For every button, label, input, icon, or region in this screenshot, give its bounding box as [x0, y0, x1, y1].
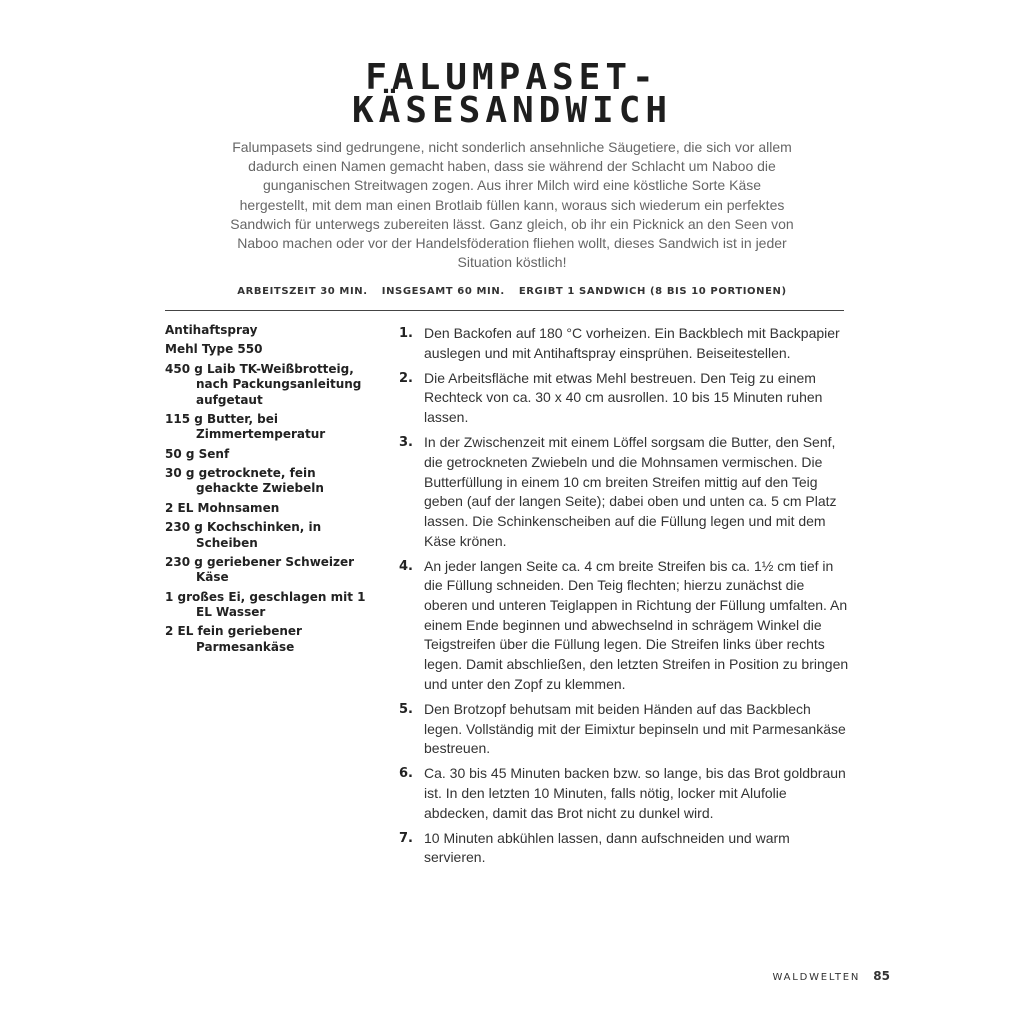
step-number: 6.	[399, 766, 413, 782]
total-time: INSGESAMT 60 MIN.	[381, 286, 505, 297]
step-text: Ca. 30 bis 45 Minuten backen bzw. so lange, bis das Brot goldbraun ist. In den letzten 10 Minuten, falls nötig, locker mit Alufolie abdecken, damit das Brot nicht zu dunkel wird.	[424, 765, 846, 821]
recipe-yield: ERGIBT 1 SANDWICH (8 BIS 10 PORTIONEN)	[518, 286, 787, 297]
step-text: 10 Minuten abkühlen lassen, dann aufschneiden und warm servieren.	[424, 829, 790, 866]
step-number: 3.	[399, 435, 413, 451]
recipe-title-line-2: KÄSESANDWICH	[351, 90, 673, 131]
ingredient-item: Mehl Type 550	[165, 342, 263, 357]
instruction-step	[399, 557, 849, 695]
page-number: 85	[873, 969, 890, 983]
step-text: An jeder langen Seite ca. 4 cm breite Streifen bis ca. 1½ cm tief in die Füllung schneiden. Den Teig flechten; hierzu zunächst die oberen und unteren Teiglappen in Richtung der Füllung umfalten. An einem Ende beginnen und abwechselnd in schrägem Winkel die Teigstreifen über die Füllung legen. Die Streifen links über rechts legen. Damit abschließen, den letzten Streifen in Position zu bringen und unter den Zopf zu klemmen.	[424, 557, 849, 692]
step-number: 2.	[399, 370, 413, 386]
ingredient-item: 2 EL Mohnsamen	[165, 500, 280, 515]
step-text: In der Zwischenzeit mit einem Löffel sorgsam die Butter, den Senf, die getrockneten Zwiebeln und die Mohnsamen vermischen. Die Butterfüllung in einem 10 cm breiten Streifen mittig auf den Teig geben (auf der langen Seite); dabei oben und unten ca. 5 cm Platz lassen. Die Schinkenscheiben auf die Füllung legen und mit dem Käse krönen.	[424, 434, 837, 549]
step-number: 5.	[399, 701, 413, 717]
recipe-intro: Falumpasets sind gedrungene, nicht sonderlich ansehnliche Säugetiere, die sich vor allem dadurch einen Namen gemacht haben, dass sie während der Schlacht um Naboo die gunganischen Streitwagen zogen. Aus ihrer Milch wird eine köstliche Sorte Käse hergestellt, mit dem man einen Brotlaib füllen kann, woraus sich wiederum ein perfektes Sandwich für unterwegs zubereiten lässt. Ganz gleich, ob ihr ein Picknick an den Seen von Naboo machen oder vor der Handelsföderation fliehen wollt, dieses Sandwich ist in jeder Situation köstlich!	[230, 139, 794, 271]
ingredient-item: 30 g getrocknete, fein gehackte Zwiebeln	[165, 465, 324, 496]
instruction-step	[399, 829, 849, 868]
step-text: Den Backofen auf 180 °C vorheizen. Ein Backblech mit Backpapier auslegen und mit Antihaftspray einsprühen. Beiseitestellen.	[424, 325, 840, 361]
ingredient-item: 115 g Butter, bei Zimmertemperatur	[165, 411, 326, 442]
step-text: Den Brotzopf behutsam mit beiden Händen auf das Backblech legen. Vollständig mit der Eimixtur bepinseln und mit Parmesankäse bestreuen.	[424, 700, 846, 757]
step-number: 1.	[399, 326, 413, 341]
instruction-step	[399, 433, 849, 551]
instruction-step	[399, 764, 849, 823]
ingredient-item: 50 g Senf	[165, 446, 230, 461]
ingredient-item: 230 g geriebener Schweizer Käse	[165, 554, 355, 585]
ingredient-item: 230 g Kochschinken, in Scheiben	[165, 520, 322, 550]
ingredient-item: 1 großes Ei, geschlagen mit 1 EL Wasser	[165, 589, 366, 620]
ingredient-item: Antihaftspray	[165, 323, 258, 337]
instruction-list	[399, 324, 849, 873]
instruction-step	[399, 324, 849, 363]
instruction-step	[399, 369, 849, 428]
section-divider	[165, 310, 844, 311]
recipe-meta	[180, 286, 844, 297]
chapter-name: WALDWELTEN	[772, 972, 861, 983]
recipe-title-line-1: FALUMPASET-	[365, 57, 659, 98]
step-text: Die Arbeitsfläche mit etwas Mehl bestreuen. Den Teig zu einem Rechteck von ca. 30 x 40 cm ausrollen. 10 bis 15 Minuten ruhen lassen.	[424, 369, 823, 426]
ingredient-item: 450 g Laib TK-Weißbrotteig, nach Packungsanleitung aufgetaut	[165, 361, 362, 407]
instruction-step	[399, 700, 849, 759]
ingredient-item: 2 EL fein geriebener Parmesankäse	[165, 624, 302, 654]
step-number: 7.	[399, 830, 413, 846]
work-time: ARBEITSZEIT 30 MIN.	[237, 286, 368, 297]
ingredient-list	[165, 323, 380, 659]
step-number: 4.	[399, 558, 413, 574]
page-footer	[772, 965, 890, 984]
